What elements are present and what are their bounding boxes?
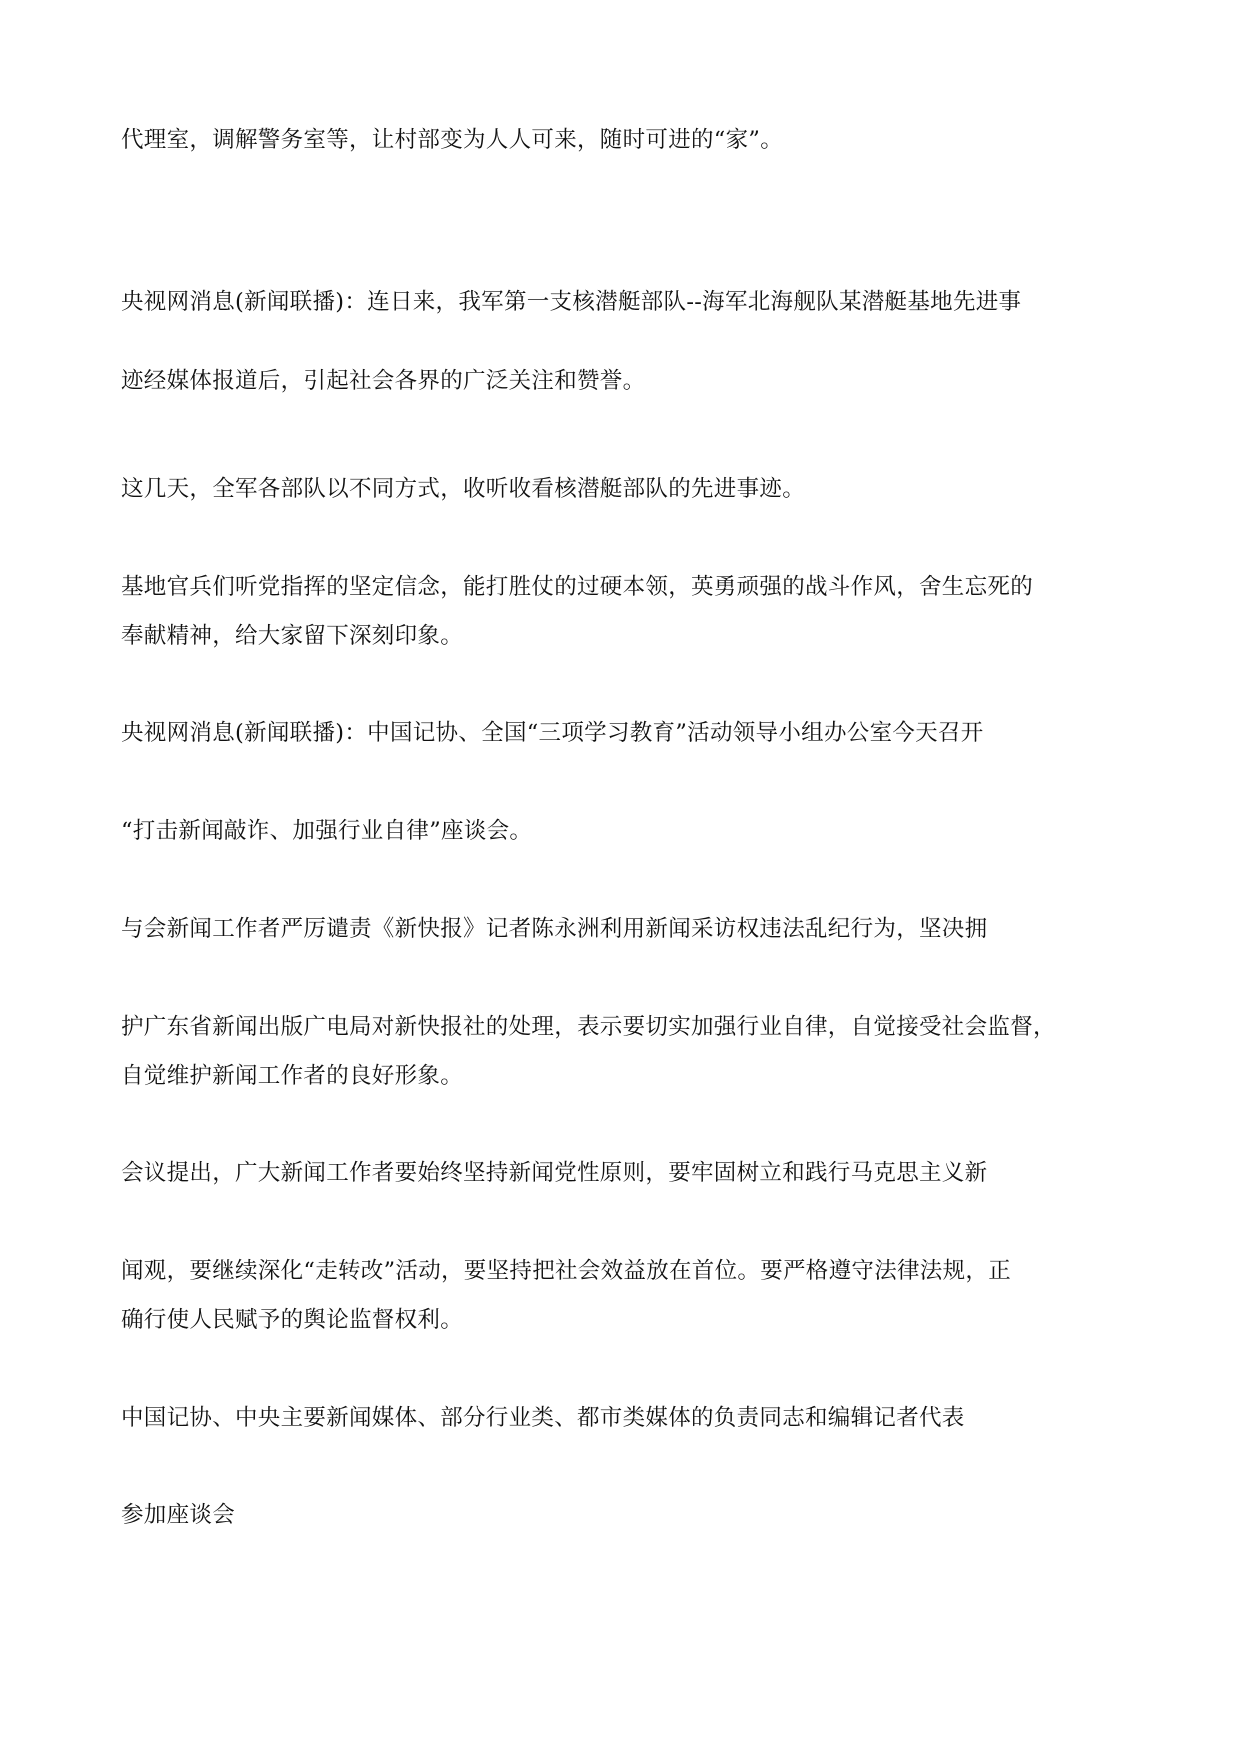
text-line: 与会新闻工作者严厉谴责《新快报》记者陈永洲利用新闻采访权违法乱纪行为，坚决拥 [121,916,988,942]
text-line: 央视网消息(新闻联播)：连日来，我军第一支核潜艇部队--海军北海舰队某潜艇基地先进事 [121,289,1022,315]
text-line: 央视网消息(新闻联播)：中国记协、全国“三项学习教育”活动领导小组办公室今天召开 [121,720,984,746]
text-line: 确行使人民赋予的舆论监督权利。 [121,1307,464,1333]
text-line: 参加座谈会 [121,1502,236,1528]
text-line: 基地官兵们听党指挥的坚定信念，能打胜仗的过硬本领，英勇顽强的战斗作风，舍生忘死的 [121,574,1034,600]
text-line: 代理室，调解警务室等，让村部变为人人可来，随时可进的“家”。 [121,127,784,153]
text-line: 迹经媒体报道后，引起社会各界的广泛关注和赞誉。 [121,368,646,394]
text-line: 中国记协、中央主要新闻媒体、部分行业类、都市类媒体的负责同志和编辑记者代表 [121,1405,965,1431]
text-line: 自觉维护新闻工作者的良好形象。 [121,1063,464,1089]
text-line: 护广东省新闻出版广电局对新快报社的处理，表示要切实加强行业自律，自觉接受社会监督， [121,1014,1056,1040]
text-line: 会议提出，广大新闻工作者要始终坚持新闻党性原则，要牢固树立和践行马克思主义新 [121,1160,988,1186]
text-line: 这几天，全军各部队以不同方式，收听收看核潜艇部队的先进事迹。 [121,476,806,502]
text-line: 奉献精神，给大家留下深刻印象。 [121,623,464,649]
text-line: 闻观，要继续深化“走转改”活动，要坚持把社会效益放在首位。要严格遵守法律法规，正 [121,1258,1012,1284]
text-line: “打击新闻敲诈、加强行业自律”座谈会。 [121,818,533,844]
